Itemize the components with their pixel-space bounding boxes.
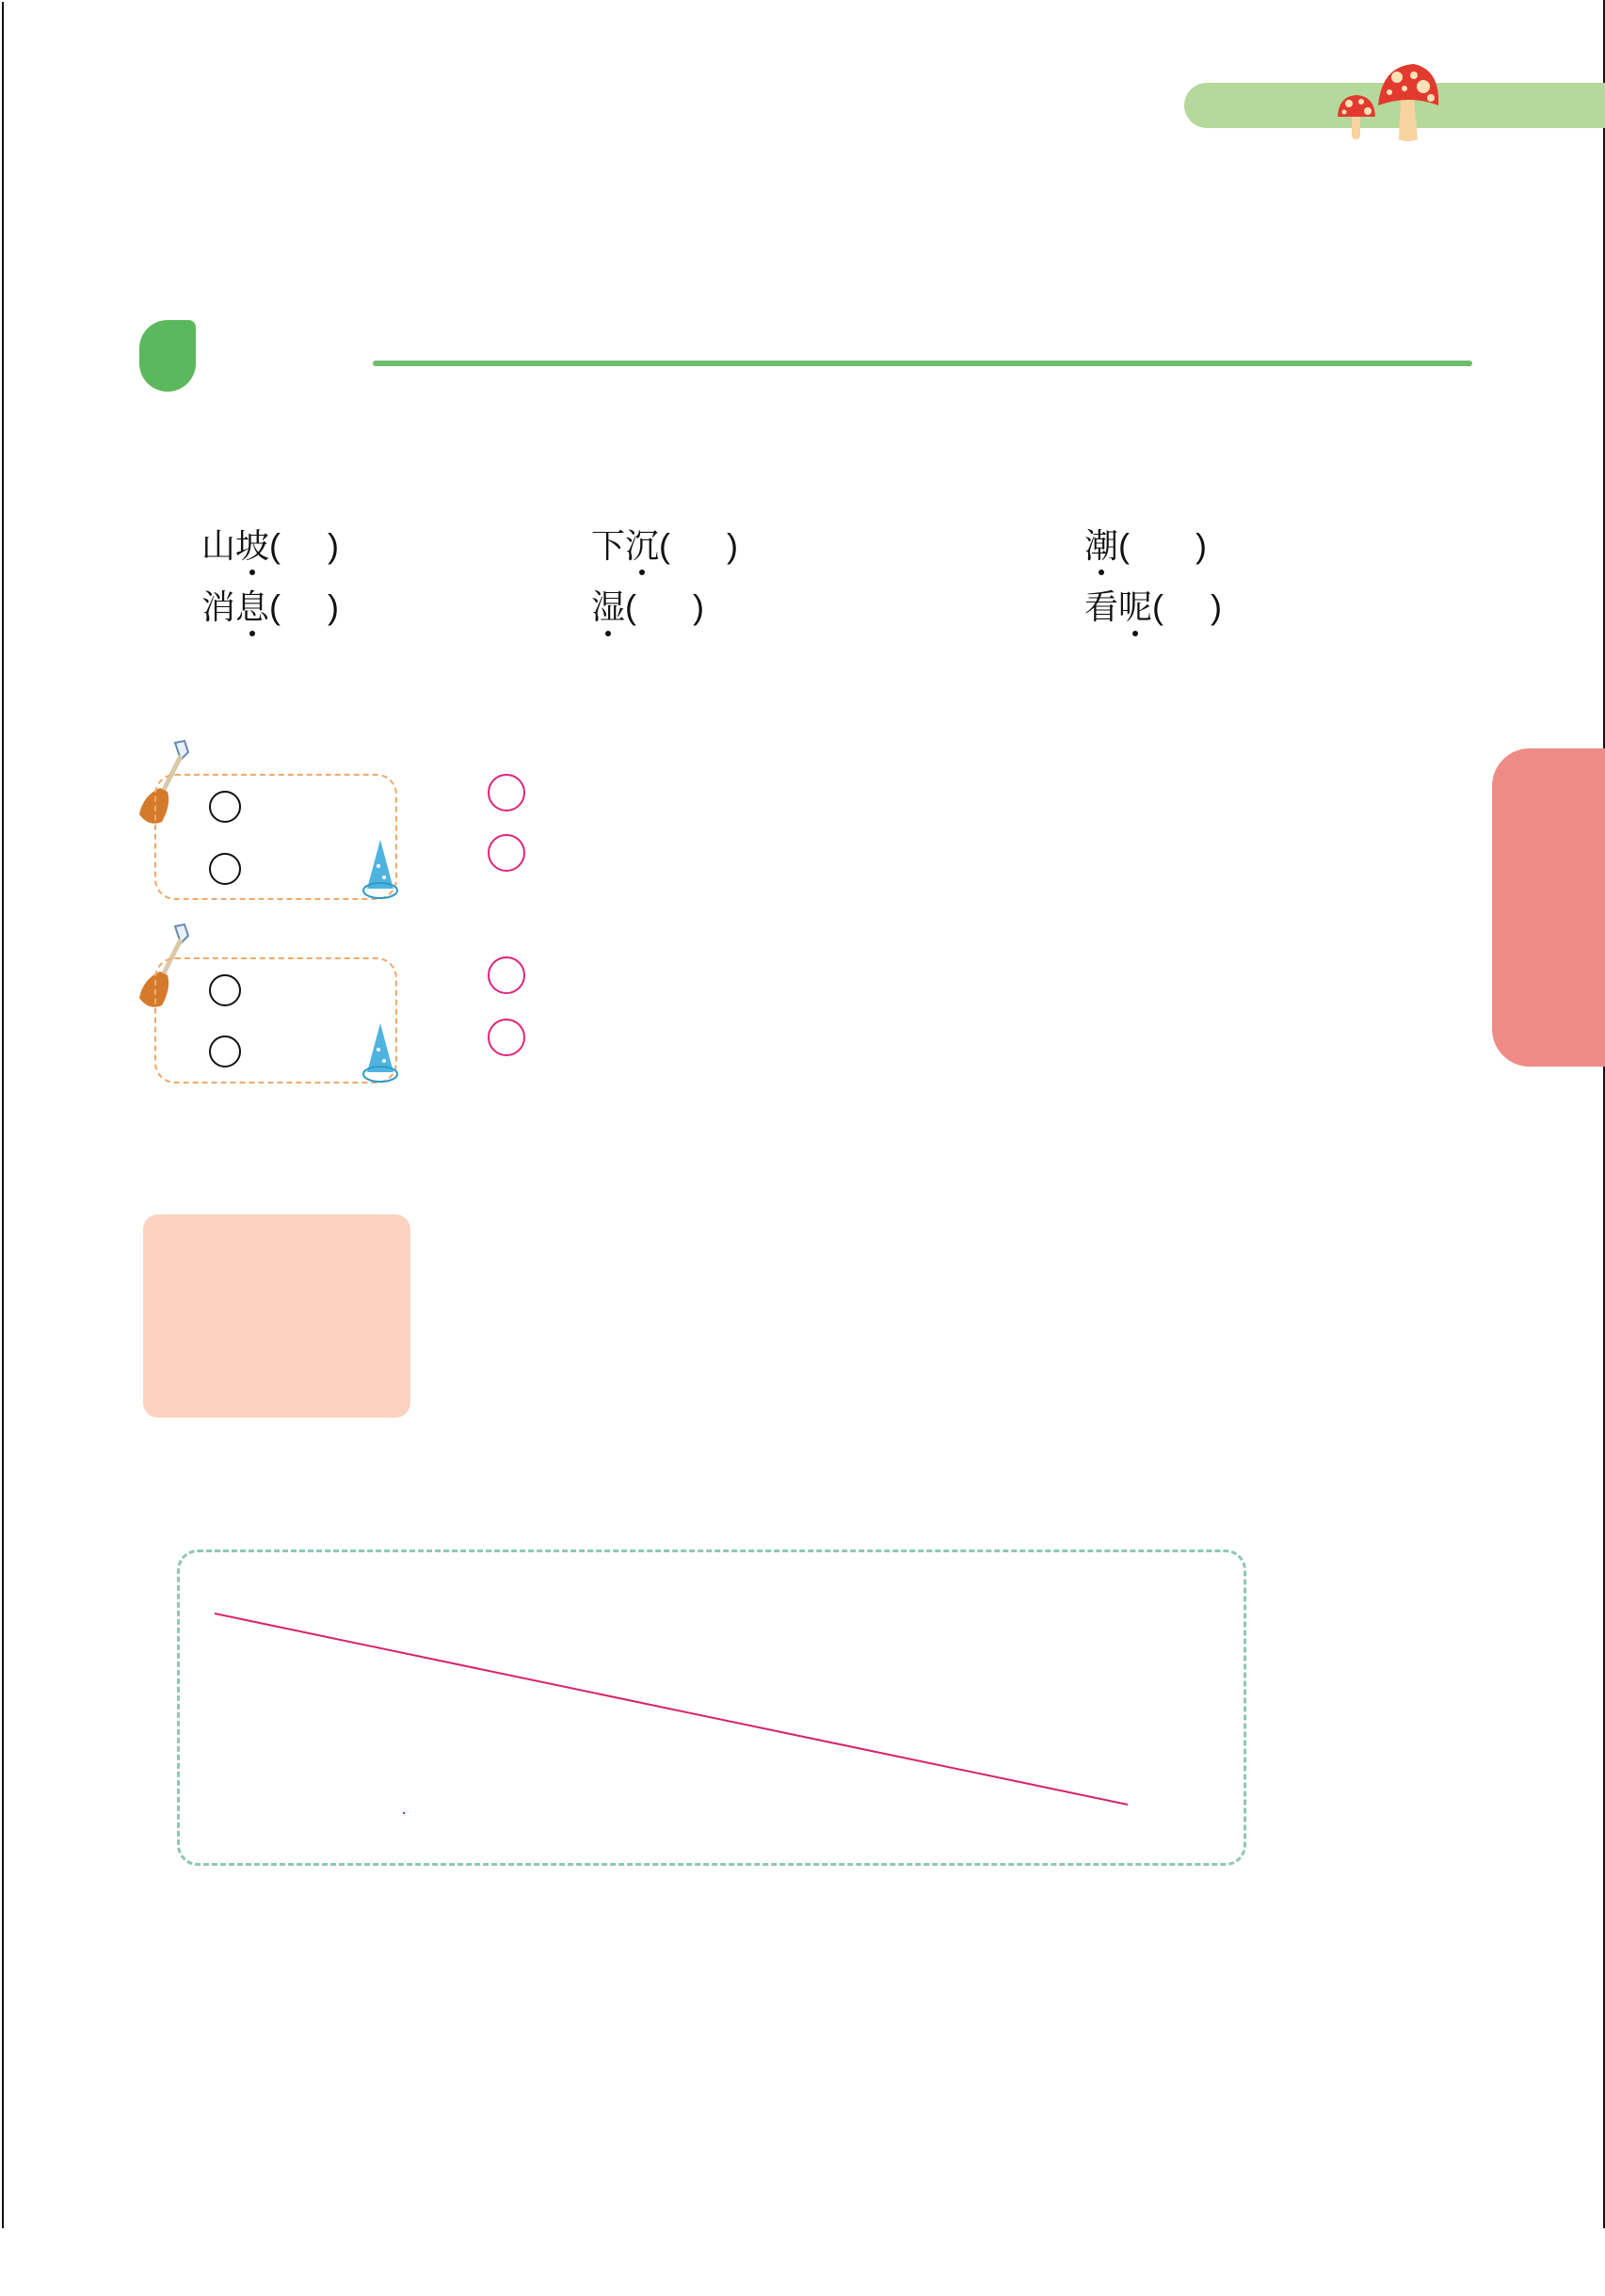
q1-item: 看呢( )	[1084, 587, 1223, 627]
q1-item: 潮( )	[1084, 526, 1208, 566]
q1-item: 湿( )	[591, 587, 705, 627]
q1-item: 山坡( )	[201, 526, 340, 566]
q1-item: 下沉( )	[591, 526, 739, 566]
q1-item: 消息( )	[201, 587, 340, 627]
